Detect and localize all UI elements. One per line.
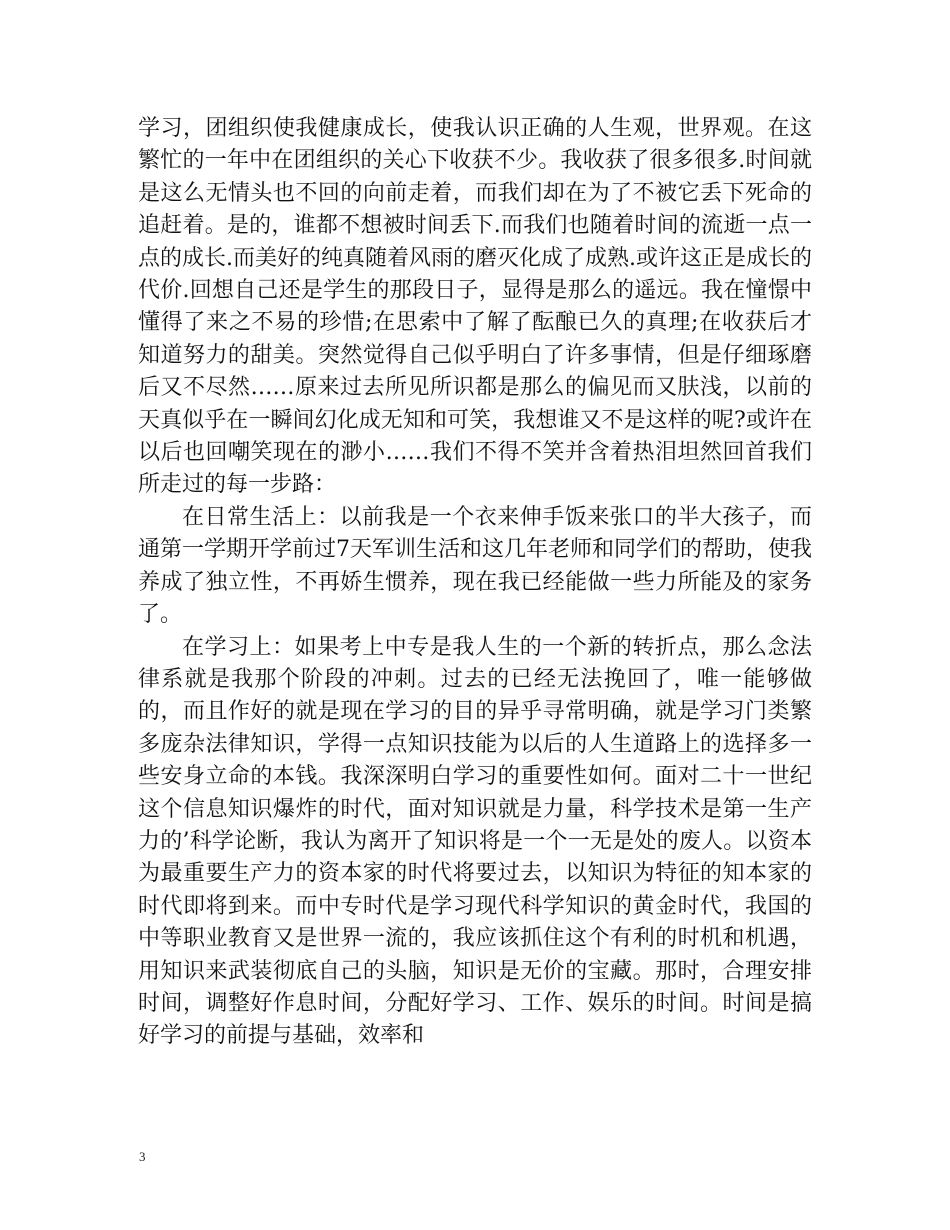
body-text bbox=[138, 113, 812, 1053]
paragraph-2: 在日常生活上：以前我是一个衣来伸手饭来张口的半大孩子，而通第一学期开学前过7天军训生活和这几年老师和同学们的帮助，使我养成了独立性，不再娇生惯养，现在我已经能做一些力所能及的家务了。 bbox=[138, 504, 812, 628]
page-number: 3 bbox=[139, 1149, 146, 1164]
paragraph-1: 学习，团组织使我健康成长，使我认识正确的人生观，世界观。在这繁忙的一年中在团组织的关心下收获不少。我收获了很多很多.时间就是这么无情头也不回的向前走着，而我们却在为了不被它丢下死命的追赶着。是的，谁都不想被时间丢下.而我们也随着时间的流逝一点一点的成长.而美好的纯真随着风雨的磨灭化成了成熟.或许这正是成长的代价.回想自己还是学生的那段日子，显得是那么的遥远。我在憧憬中懂得了来之不易的珍惜;在思索中了解了酝酿已久的真理;在收获后才知道努力的甜美。突然觉得自己似乎明白了许多事情，但是仔细琢磨后又不尽然……原来过去所见所识都是那么的偏见而又肤浅，以前的天真似乎在一瞬间幻化成无知和可笑，我想谁又不是这样的呢?或许在以后也回嘲笑现在的渺小……我们不得不笑并含着热泪坦然回首我们所走过的每一步路： bbox=[138, 116, 812, 498]
paragraph-3: 在学习上：如果考上中专是我人生的一个新的转折点，那么念法律系就是我那个阶段的冲刺。过去的已经无法挽回了，唯一能够做的，而且作好的就是现在学习的目的异乎寻常明确，就是学习门类繁多庞杂法律知识，学得一点知识技能为以后的人生道路上的选择多一些安身立命的本钱。我深深明白学习的重要性如何。面对二十一世纪这个信息知识爆炸的时代，面对知识就是力量，科学技术是第一生产力的’科学论断，我认为离开了知识将是一个一无是处的废人。以资本为最重要生产力的资本家的时代将要过去，以知识为特征的知本家的时代即将到来。而中专时代是学习现代科学知识的黄金时代，我国的中等职业教育又是世界一流的，我应该抓住这个有利的时机和机遇，用知识来武装彻底自己的头脑，知识是无价的宝藏。那时，合理安排时间，调整好作息时间，分配好学习、工作、娱乐的时间。时间是搞好学习的前提与基础，效率和 bbox=[138, 634, 812, 1049]
